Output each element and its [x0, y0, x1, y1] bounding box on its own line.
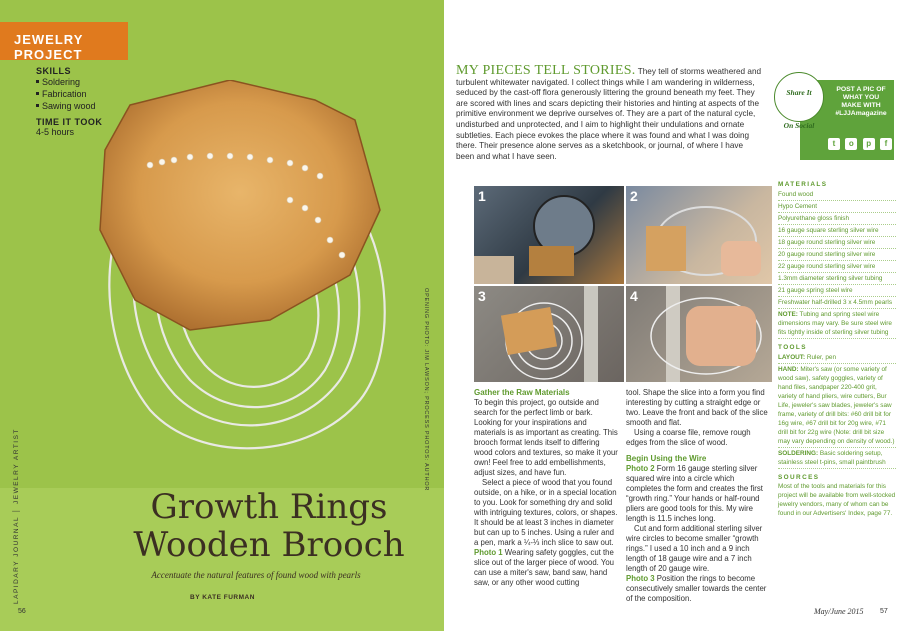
right-page [444, 0, 899, 631]
photo-label: Photo 1 [474, 548, 503, 557]
paragraph: Cut and form additional sterling silver wire circles to become smaller “growth rings.” I used a 10 inch and a 9 inch length of 18 gauge wire and a 7 inch length of 20 gauge wire. [626, 524, 763, 573]
process-photos [474, 186, 772, 382]
brooch-photo [80, 80, 420, 470]
article-title-line: Growth Rings [150, 487, 388, 527]
left-page [0, 0, 444, 631]
paragraph [626, 574, 772, 604]
photo-number: 4 [630, 288, 638, 304]
article-title [104, 488, 434, 564]
photo-label: Photo 3 [626, 574, 655, 583]
article-subtitle: Accentuate the natural features of found wood with pearls [151, 570, 361, 580]
intro-paragraph [456, 63, 762, 162]
skill-item: Fabrication [36, 88, 146, 100]
tools-soldering [778, 448, 896, 469]
process-photo-3 [474, 286, 624, 382]
material-item: Polyurethane gloss finish [778, 213, 896, 225]
facebook-icon[interactable]: f [880, 138, 892, 150]
paragraph [474, 548, 618, 588]
photo-credit-vertical: OPENING PHOTO: JIM LAWSON; PROCESS PHOTOS: AUTHOR [423, 288, 429, 492]
article-title-line: Wooden Brooch [133, 525, 405, 565]
intro-text: They tell of storms weathered and turbulent whitewater navigated. I collect things while I am wandering in wilderness, seduced by the cast-off flora generously littering the ground beneath my feet. They are scored with lines and scars depicting their histories and hinting at aspects of the primitive environment we deprive ourselves of. They are a part of the natural cycle, undisturbed and unprotected, and I aim to highlight their undulations and ornate subtleties. Each piece evokes the place where it was found and what I was doing there. Their presence alone serves as a sketchbook, or journal, of where I have been and what I have seen. [456, 67, 762, 161]
tools-hand-label: HAND: [778, 366, 799, 373]
paragraph-text: Form 16 gauge sterling silver squared wire into a circle which completes the form and creates the first “growth ring.” Your hands or half-round pliers are good tools for this. My wire length is 11.5 inches long. [626, 464, 763, 523]
page-number-left: 56 [18, 608, 26, 615]
tools-layout-label: LAYOUT: [778, 354, 806, 361]
paragraph-text: Wearing safety goggles, cut the slice out of the larger piece of wood. You can use a miter's saw, band saw, hand saw, or any other wood cutting [474, 548, 615, 587]
section-heading: Begin Using the Wire [626, 454, 707, 463]
article-column-2 [626, 388, 772, 604]
page-number-right: 57 [880, 608, 888, 615]
magazine-name-vertical: LAPIDARY JOURNAL │ JEWELRY ARTIST [13, 428, 20, 604]
photo-number: 3 [478, 288, 486, 304]
material-item: 18 gauge round sterling silver wire [778, 237, 896, 249]
sources-heading: SOURCES [778, 474, 820, 481]
hands-wire-illustration [626, 286, 772, 382]
note-text: Tubing and spring steel wire dimensions may vary. Be sure steel wire fits tightly inside of sterling silver tubing [778, 311, 892, 336]
tools-layout-text: Ruler, pen [805, 354, 837, 361]
paragraph-text: Position the rings to become consecutively smaller towards the center of the composition. [626, 574, 767, 603]
sources-text: Most of the tools and materials for this project will be available from well-stocked jewelry vendors, many of whom can be found in our Advertisers' Index, page 77. [778, 483, 896, 517]
pinterest-icon[interactable]: p [863, 138, 875, 150]
skills-heading: SKILLS [36, 66, 72, 76]
material-item: Hypo Cement [778, 201, 896, 213]
ring-forming-illustration [626, 186, 772, 284]
tools-soldering-label: SOLDERING: [778, 450, 819, 457]
tools-hand-text: Miter's saw (or some variety of wood saw), safety goggles, variety of hand files, sandpaper 220-400 grit, variety of hand pliers, wire cutters, Bur Life, jeweler's saw blades, jeweler's saw frame, variety of drill bits: #60 drill bit for 16g wire, #67 drill bit for 20g wire, #71 drill bit for 22g wire (Note: drill bit size may vary depending on density of wood.) [778, 366, 895, 445]
paragraph: Using a coarse file, remove rough edges from the slice of wood. [626, 428, 751, 447]
time-value: 4-5 hours [36, 127, 75, 137]
tools-layout [778, 352, 896, 364]
paragraph [626, 464, 772, 524]
material-item: 1.3mm diameter sterling silver tubing [778, 273, 896, 285]
share-message: POST A PIC OF WHAT YOU MAKE WITH #LJJAmagazine [835, 86, 887, 117]
photo-label: Photo 2 [626, 464, 655, 473]
materials-heading: MATERIALS [778, 181, 828, 188]
materials-sidebar [778, 178, 896, 518]
material-item: 16 gauge square sterling silver wire [778, 225, 896, 237]
process-photo-2 [626, 186, 772, 284]
saw-illustration [474, 186, 624, 284]
time-heading: TIME IT TOOK [36, 117, 103, 127]
material-item: 20 gauge round sterling silver wire [778, 249, 896, 261]
material-note [778, 309, 896, 339]
material-item: 22 gauge round sterling silver wire [778, 261, 896, 273]
rings-layout-illustration [474, 286, 624, 382]
process-photo-4 [626, 286, 772, 382]
intro-lead: MY PIECES TELL STORIES. [456, 63, 636, 78]
skill-item: Soldering [36, 76, 146, 88]
tools-soldering-text: Basic soldering setup, stainless steel t-pins, small paintbrush [778, 450, 886, 466]
section-heading: Gather the Raw Materials [474, 388, 570, 397]
photo-number: 1 [478, 188, 486, 204]
paragraph: To begin this project, go outside and search for the perfect limb or bark. Looking for your inspirations and materials is as important as creating. This brooch format lends itself to differing wood colors and textures, so make it your own! Feel free to add embellishments, adjust sizes, and have fun. [474, 398, 618, 477]
share-badge-line: Share It [786, 88, 812, 97]
issue-date: May/June 2015 [814, 607, 864, 616]
material-item: Freshwater half-drilled 3 x 4.5mm pearls [778, 297, 896, 309]
skill-item: Sawing wood [36, 100, 146, 112]
byline: BY KATE FURMAN [190, 594, 255, 601]
instagram-icon[interactable]: o [845, 138, 857, 150]
social-icons [828, 138, 892, 150]
share-badge-line: On Social [783, 121, 815, 130]
material-item: Found wood [778, 189, 896, 201]
process-photo-1 [474, 186, 624, 284]
tools-heading: TOOLS [778, 344, 807, 351]
note-label: NOTE: [778, 311, 798, 318]
share-it-box [774, 72, 892, 164]
paragraph: tool. Shape the slice into a form you find interesting by cutting a straight edge or two. Leave the front and back of the slice smooth and flat. [626, 388, 768, 427]
tools-hand [778, 364, 896, 448]
section-tab-label: JEWELRY PROJECT [14, 32, 84, 62]
article-column-1 [474, 388, 618, 588]
twitter-icon[interactable]: t [828, 138, 840, 150]
share-badge [774, 72, 824, 130]
paragraph: Select a piece of wood that you found outside, on a hike, or in a special location to you. Look for something dry and solid with intriguing textures, colors, or shapes. It should be at least 3 inches in diameter but can up to 5 inches. Using a ruler and a pen, mark a ¼-⅓ inch slice to saw out. [474, 478, 618, 547]
photo-number: 2 [630, 188, 638, 204]
material-item: 21 gauge spring steel wire [778, 285, 896, 297]
section-tab [0, 22, 128, 60]
